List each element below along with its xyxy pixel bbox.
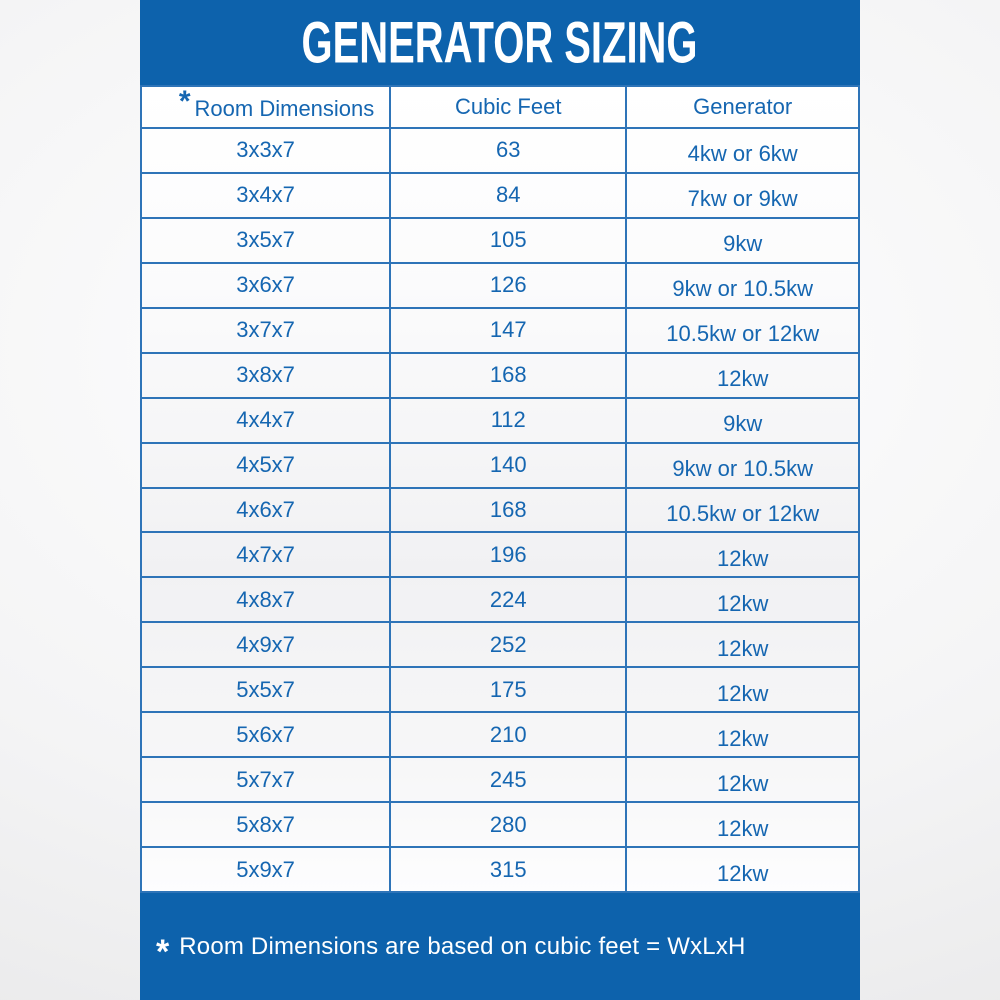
- table-row: [141, 128, 859, 173]
- generator-cell: 9kw: [626, 218, 859, 263]
- dimensions-cell: 3x3x7: [141, 128, 390, 173]
- sizing-table: [140, 85, 860, 893]
- table-row: [141, 263, 859, 308]
- table-row: [141, 398, 859, 443]
- table-row: [141, 353, 859, 398]
- generator-cell: 4kw or 6kw: [626, 128, 859, 173]
- dimensions-cell: 4x6x7: [141, 488, 390, 533]
- cubic-feet-cell: 224: [390, 577, 626, 622]
- generator-cell: 12kw: [626, 667, 859, 712]
- cubic-feet-cell: 280: [390, 802, 626, 847]
- cubic-feet-cell: 252: [390, 622, 626, 667]
- cubic-feet-cell: 84: [390, 173, 626, 218]
- dimensions-cell: 4x4x7: [141, 398, 390, 443]
- generator-cell: 12kw: [626, 712, 859, 757]
- table-row: [141, 308, 859, 353]
- table-row: [141, 443, 859, 488]
- dimensions-cell: 4x9x7: [141, 622, 390, 667]
- table-row: [141, 173, 859, 218]
- generator-cell: 12kw: [626, 577, 859, 622]
- page-title: GENERATOR SIZING: [302, 10, 698, 75]
- asterisk-marker: *: [178, 85, 191, 118]
- table-header: [141, 86, 859, 128]
- table-row: [141, 802, 859, 847]
- dimensions-cell: 4x5x7: [141, 443, 390, 488]
- cubic-feet-cell: 196: [390, 532, 626, 577]
- generator-cell: 9kw or 10.5kw: [626, 443, 859, 488]
- generator-cell: 9kw or 10.5kw: [626, 263, 859, 308]
- table-row: [141, 667, 859, 712]
- table-row: [141, 622, 859, 667]
- header-row: [141, 86, 859, 128]
- cubic-feet-cell: 105: [390, 218, 626, 263]
- table-row: [141, 488, 859, 533]
- cubic-feet-cell: 315: [390, 847, 626, 892]
- dimensions-cell: 5x9x7: [141, 847, 390, 892]
- cubic-feet-cell: 63: [390, 128, 626, 173]
- generator-cell: 12kw: [626, 353, 859, 398]
- dimensions-cell: 3x4x7: [141, 173, 390, 218]
- dimensions-cell: 4x8x7: [141, 577, 390, 622]
- cubic-feet-cell: 126: [390, 263, 626, 308]
- generator-cell: 12kw: [626, 847, 859, 892]
- generator-cell: 12kw: [626, 757, 859, 802]
- title-band: [140, 0, 860, 85]
- cubic-feet-header: Cubic Feet: [390, 86, 626, 128]
- table-row: [141, 218, 859, 263]
- generator-cell: 10.5kw or 12kw: [626, 308, 859, 353]
- dimensions-cell: 5x7x7: [141, 757, 390, 802]
- cubic-feet-cell: 210: [390, 712, 626, 757]
- generator-cell: 12kw: [626, 622, 859, 667]
- cubic-feet-cell: 245: [390, 757, 626, 802]
- generator-header: Generator: [626, 86, 859, 128]
- dimensions-cell: 3x5x7: [141, 218, 390, 263]
- footnote: * Room Dimensions are based on cubic feet = WxLxH: [156, 932, 746, 971]
- generator-cell: 12kw: [626, 532, 859, 577]
- dimensions-cell: 3x7x7: [141, 308, 390, 353]
- generator-sizing-panel: [140, 0, 860, 1000]
- cubic-feet-cell: 168: [390, 353, 626, 398]
- dimensions-cell: 5x8x7: [141, 802, 390, 847]
- generator-cell: 12kw: [626, 802, 859, 847]
- dimensions-cell: 5x5x7: [141, 667, 390, 712]
- table-row: [141, 757, 859, 802]
- cubic-feet-cell: 140: [390, 443, 626, 488]
- cubic-feet-cell: 147: [390, 308, 626, 353]
- generator-cell: 7kw or 9kw: [626, 173, 859, 218]
- table-row: [141, 847, 859, 892]
- table-row: [141, 532, 859, 577]
- footnote-text: Room Dimensions are based on cubic feet = WxLxH: [179, 932, 746, 960]
- room-dimensions-header-label: Room Dimensions: [194, 96, 375, 121]
- table-row: [141, 577, 859, 622]
- dimensions-cell: 3x8x7: [141, 353, 390, 398]
- dimensions-cell: 5x6x7: [141, 712, 390, 757]
- room-dimensions-header: [141, 86, 390, 128]
- cubic-feet-cell: 112: [390, 398, 626, 443]
- dimensions-cell: 4x7x7: [141, 532, 390, 577]
- generator-cell: 9kw: [626, 398, 859, 443]
- generator-cell: 10.5kw or 12kw: [626, 488, 859, 533]
- cubic-feet-cell: 168: [390, 488, 626, 533]
- table-body: [141, 128, 859, 892]
- cubic-feet-cell: 175: [390, 667, 626, 712]
- dimensions-cell: 3x6x7: [141, 263, 390, 308]
- table-row: [141, 712, 859, 757]
